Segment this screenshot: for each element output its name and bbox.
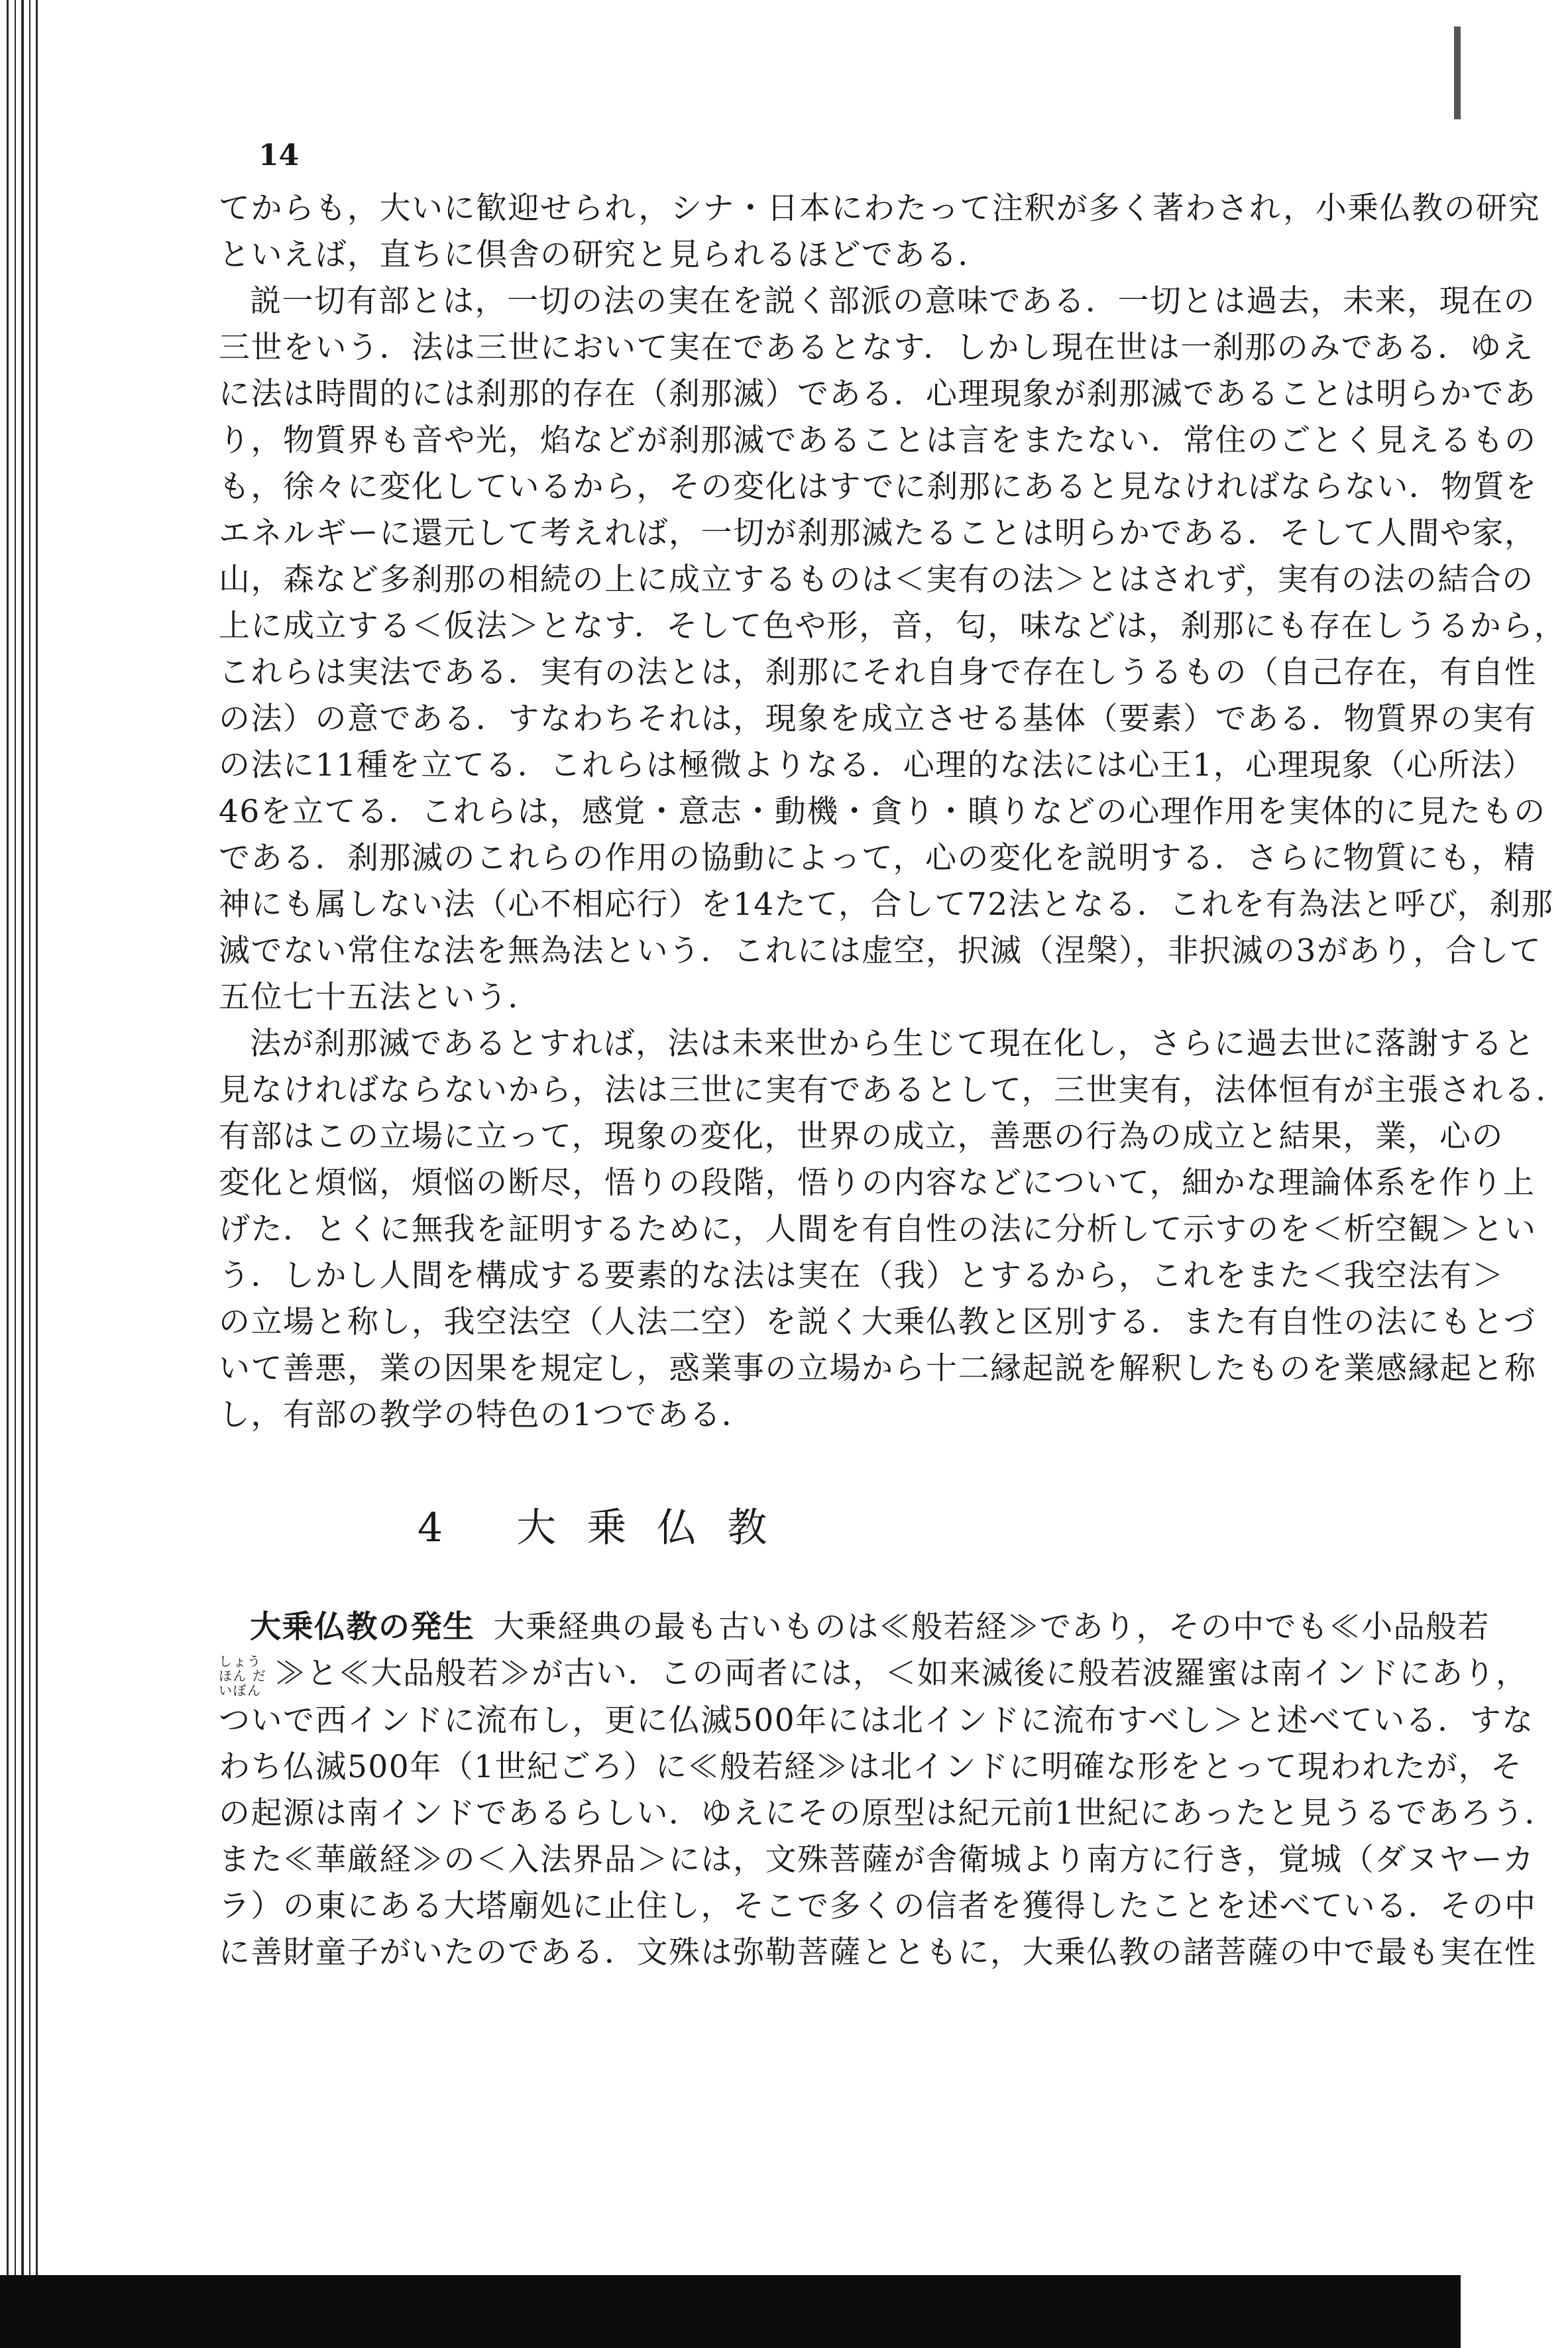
text-line: 見なければならないから，法は三世に実有であるとして，三世実有，法体恒有が主張される． [219,1072,1568,1108]
text-line: う．しかし人間を構成する要素的な法は実在（我）とするから，これをまた＜我空法有＞ [219,1258,1504,1294]
section-second-line [219,1651,1528,1698]
ruby-annotation: しょうほん だいぼん [219,1653,267,1698]
lead-term: 大乗仏教の発生 [250,1609,475,1645]
gutter-line [15,0,16,2307]
text-line: 説一切有部とは，一切の法の実在を説く部派の意味である．一切とは過去，未来，現在の [250,283,1536,320]
paragraph [219,278,1567,1021]
gutter-line [29,0,30,2307]
text-line: の起源は南インドであるらしい．ゆえにその原型は紀元前1世紀にあったと見うるであろう． [219,1795,1557,1832]
paragraph [219,1021,1568,1438]
gutter-line [36,0,38,2307]
text-line: に法は時間的には刹那的存在（刹那滅）である．心理現象が刹那滅であることは明らかであ [219,376,1537,412]
text-line: ラ）の東にある大塔廟処に止住し，そこで多くの信者を獲得したことを述べている．その中 [219,1888,1537,1924]
text-line: し，有部の教学の特色の1つである． [219,1397,754,1433]
text-line: また≪華厳経≫の＜入法界品＞には，文殊菩薩が舎衛城より南方に行き，覚城（ダヌヤーカ [219,1842,1535,1878]
text-line: 上に成立する＜仮法＞となす．そして色や形，音，匂，味などは，刹那にも存在しうるから， [219,608,1567,644]
text-line: り，物質界も音や光，焰などが刹那滅であることは言をまたない．常住のごとく見えるもの [219,422,1537,459]
text-line: エネルギーに還元して考えれば，一切が刹那滅たることは明らかである．そして人間や家， [219,515,1537,552]
book-gutter [0,0,48,2348]
text-line: の立場と称し，我空法空（人法二空）を説く大乗仏教と区別する．また有自性の法にもとづ [219,1304,1536,1340]
text-line: てからも，大いに歓迎せられ，シナ・日本にわたって注釈が多く著わされ，小乗仏教の研究 [219,190,1541,227]
section-heading: 4 大乗仏教 [418,1505,798,1551]
text-line: わち仏滅500年（1世紀ごろ）に≪般若経≫は北インドに明確な形をとって現われたが，そ [219,1749,1523,1785]
text-line: の法）の意である．すなわちそれは，現象を成立させる基体（要素）である．物質界の実有 [219,701,1537,737]
section-lines [219,1698,1557,1976]
gutter-line [21,0,24,2307]
text-line: ついで西インドに流布し，更に仏滅500年には北インドに流布すべし＞と述べている．すな [219,1702,1534,1739]
text-line: 三世をいう．法は三世において実在であるとなす．しかし現在世は一刹那のみである．ゆえ [219,329,1534,366]
paragraph-container [219,186,1568,1438]
text-line: これらは実法である．実有の法とは，刹那にそれ自身で存在しうるもの（自己存在，有自性 [219,654,1537,691]
text-line: といえば，直ちに倶舎の研究と見られるほどである． [219,237,990,273]
text-line: 有部はこの立場に立って，現象の変化，世界の成立，善悪の行為の成立と結果，業，心の [219,1118,1504,1155]
section-line-text: ≫と≪大品般若≫が古い．この両者には，＜如来滅後に般若波羅蜜は南インドにあり， [274,1655,1528,1692]
page-body [219,126,1568,1976]
text-line: 46を立てる．これらは，感覚・意志・動機・貪り・瞋りなどの心理作用を実体的に見たもの [219,793,1546,830]
text-line: 山，森など多刹那の相続の上に成立するものは＜実有の法＞とはされず，実有の法の結合の [219,561,1534,598]
text-line: 滅でない常住な法を無為法という．これには虚空，択滅（涅槃），非択滅の3があり，合して [219,933,1542,969]
page-number: 14 [258,139,300,172]
text-line: いて善悪，業の因果を規定し，惑業事の立場から十二縁起説を解釈したものを業感縁起と称 [219,1350,1537,1387]
text-line: も，徐々に変化しているから，その変化はすでに刹那にあると見なければならない．物質を [219,469,1538,505]
text-line: に善財童子がいたのである．文殊は弥勒菩薩とともに，大乗仏教の諸菩薩の中で最も実在性 [219,1934,1537,1971]
scan-edge-mark [1454,27,1461,119]
text-line: である．刹那滅のこれらの作用の協動によって，心の変化を説明する．さらに物質にも，精 [219,840,1536,876]
gutter-line [7,0,9,2307]
paragraph [219,186,1541,278]
scan-bottom-edge [0,2275,1461,2348]
text-line: 五位七十五法という． [219,979,540,1016]
section-line-text: 大乗経典の最も古いものは≪般若経≫であり，その中でも≪小品般若 [493,1609,1490,1645]
text-line: 変化と煩悩，煩悩の断尽，悟りの段階，悟りの内容などについて，細かな理論体系を作り上 [219,1165,1536,1201]
text-line: の法に11種を立てる．これらは極微よりなる．心理的な法には心王1，心理現象（心所法） [219,747,1535,784]
text-line: 法が刹那滅であるとすれば，法は未来世から生じて現在化し，さらに過去世に落謝すると [250,1026,1536,1062]
text-line: げた．とくに無我を証明するために，人間を有自性の法に分析して示すのを＜析空観＞とい [219,1211,1537,1248]
section-first-line [219,1604,1490,1651]
text-line: 神にも属しない法（心不相応行）を14たて，合して72法となる．これを有為法と呼び，刹那 [219,886,1554,923]
